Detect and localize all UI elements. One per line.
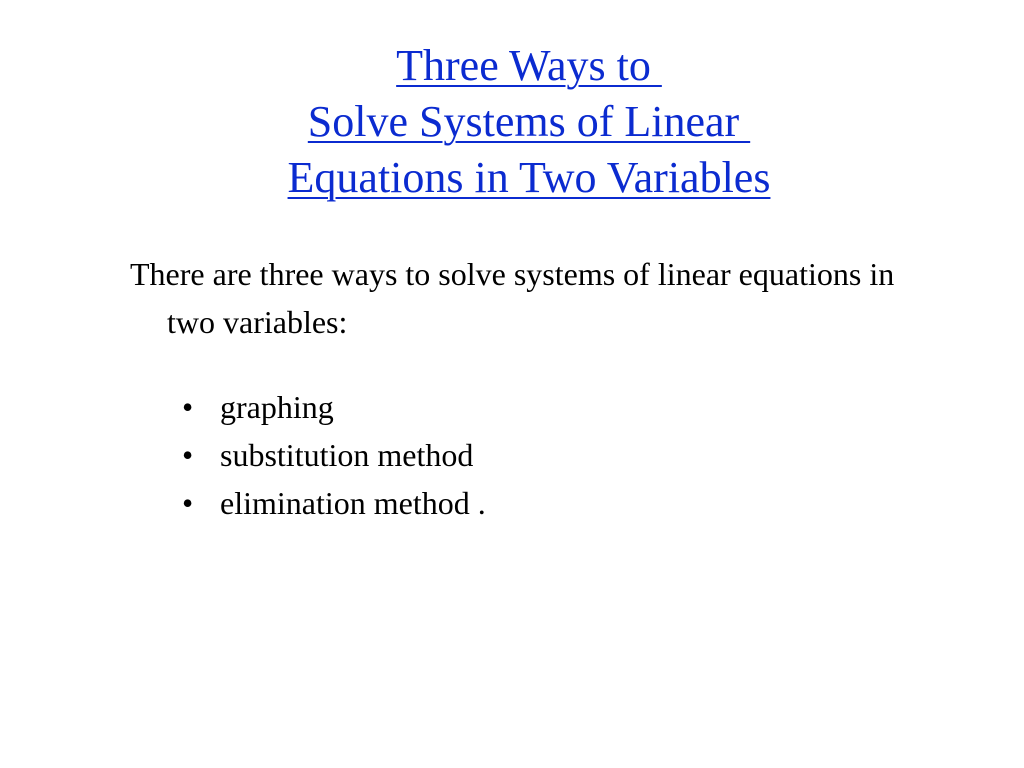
bullet-icon: • [182, 437, 194, 473]
slide-title [0, 38, 1024, 206]
list-item-label: substitution method [220, 437, 474, 473]
intro-paragraph: There are three ways to solve systems of linear equations in two variables: [130, 256, 895, 340]
list-item-graphing [182, 383, 930, 431]
list-item-label: graphing [220, 389, 334, 425]
slide-body [130, 250, 930, 527]
title-line-1: Three Ways to [396, 41, 662, 90]
bullet-icon: • [182, 485, 194, 521]
bullet-icon: • [182, 389, 194, 425]
title-line-2: Solve Systems of Linear [307, 97, 751, 146]
list-item-label: elimination method . [220, 485, 486, 521]
title-line-3: Equations in Two Variables [287, 153, 771, 202]
method-list [130, 383, 930, 527]
list-item-substitution [182, 431, 930, 479]
list-item-elimination [182, 479, 930, 527]
